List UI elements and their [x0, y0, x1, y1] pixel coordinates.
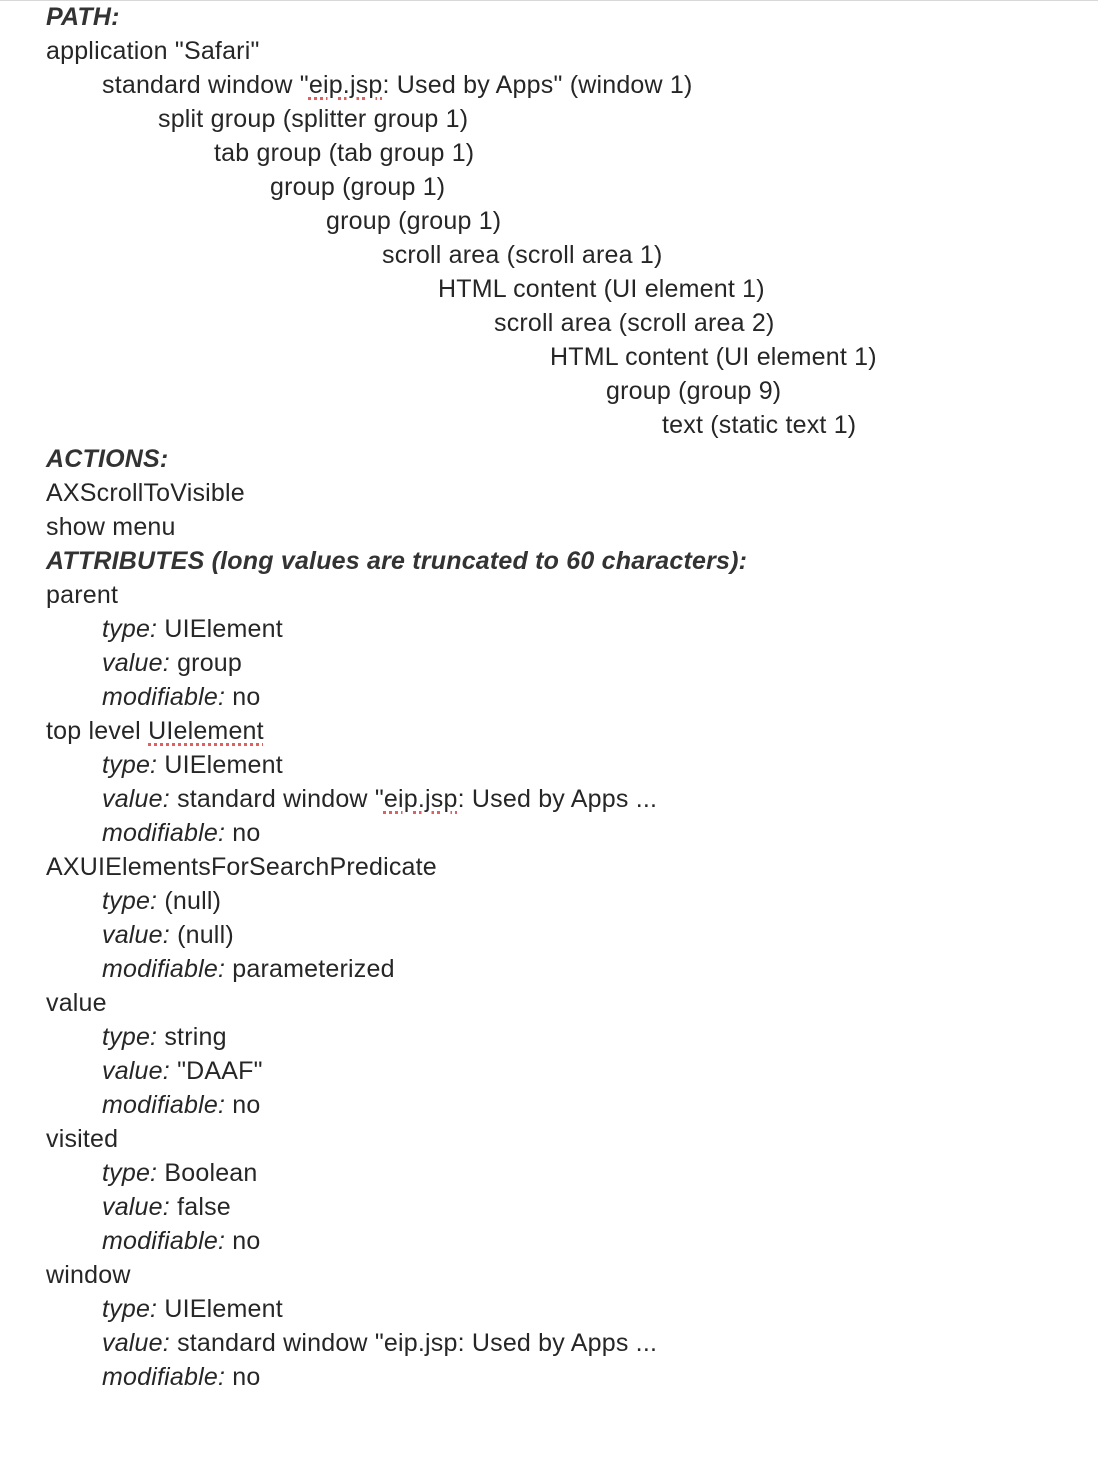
attribute-value-row	[46, 1190, 1086, 1224]
attribute-name: AXUIElementsForSearchPredicate	[46, 853, 437, 881]
attribute-type-row	[46, 884, 1086, 918]
value-label: value:	[102, 1057, 170, 1085]
window-prefix: standard window "	[102, 71, 309, 99]
type-label: type:	[102, 1295, 158, 1323]
attribute-name	[46, 714, 1086, 748]
path-node-group-1-inner: group (group 1)	[326, 207, 502, 235]
path-node-tab-group: tab group (tab group 1)	[214, 139, 475, 167]
modifiable-value: no	[232, 683, 261, 711]
value-value: group	[177, 649, 243, 677]
action-item: show menu	[46, 513, 176, 541]
window-spellcheck-word: eip.jsp	[308, 71, 383, 99]
attribute-modifiable-row	[46, 1088, 1086, 1122]
path-node-scroll-area-1: scroll area (scroll area 1)	[382, 241, 663, 269]
path-node-window	[46, 68, 1086, 102]
type-label: type:	[102, 887, 158, 915]
attributes-heading: ATTRIBUTES (long values are truncated to 60 characters):	[46, 547, 748, 575]
type-value: string	[164, 1023, 227, 1051]
attribute-name-spellcheck-word: UIelement	[148, 717, 264, 745]
modifiable-label: modifiable:	[102, 1363, 226, 1391]
attribute-type-row	[46, 748, 1086, 782]
attribute-name: visited	[46, 1125, 119, 1153]
value-label: value:	[102, 785, 170, 813]
action-item: AXScrollToVisible	[46, 479, 245, 507]
value-suffix: : Used by Apps ...	[457, 785, 658, 813]
attribute-type-row	[46, 1020, 1086, 1054]
value-label: value:	[102, 649, 170, 677]
attribute-modifiable-row	[46, 952, 1086, 986]
type-value: (null)	[164, 887, 222, 915]
type-label: type:	[102, 751, 158, 779]
modifiable-value: parameterized	[232, 955, 395, 983]
type-label: type:	[102, 1159, 158, 1187]
modifiable-value: no	[232, 1091, 261, 1119]
path-node-group-9: group (group 9)	[606, 377, 782, 405]
modifiable-label: modifiable:	[102, 955, 226, 983]
attribute-name-prefix: top level	[46, 717, 149, 745]
attribute-name: parent	[46, 581, 119, 609]
path-node-html-content-2: HTML content (UI element 1)	[550, 343, 877, 371]
attribute-modifiable-row	[46, 1224, 1086, 1258]
attribute-type-row	[46, 612, 1086, 646]
type-value: UIElement	[164, 615, 283, 643]
attribute-name: value	[46, 989, 107, 1017]
attribute-modifiable-row	[46, 1360, 1086, 1394]
path-node-scroll-area-2: scroll area (scroll area 2)	[494, 309, 775, 337]
modifiable-label: modifiable:	[102, 1091, 226, 1119]
attribute-value-row	[46, 782, 1086, 816]
type-label: type:	[102, 615, 158, 643]
path-node-html-content-1: HTML content (UI element 1)	[438, 275, 765, 303]
value-spellcheck-word: eip.jsp	[383, 785, 458, 813]
attribute-value-row	[46, 918, 1086, 952]
attribute-modifiable-row	[46, 816, 1086, 850]
type-value: UIElement	[164, 1295, 283, 1323]
path-node-application: application "Safari"	[46, 37, 260, 65]
value-value: standard window "eip.jsp: Used by Apps ...	[177, 1329, 658, 1357]
value-label: value:	[102, 921, 170, 949]
window-suffix: : Used by Apps" (window 1)	[382, 71, 693, 99]
value-value: (null)	[177, 921, 234, 949]
modifiable-label: modifiable:	[102, 819, 226, 847]
attribute-value-row	[46, 646, 1086, 680]
value-label: value:	[102, 1329, 170, 1357]
accessibility-inspector-document	[46, 0, 1086, 1394]
modifiable-value: no	[232, 819, 261, 847]
modifiable-value: no	[232, 1227, 261, 1255]
attribute-value-row	[46, 1054, 1086, 1088]
modifiable-label: modifiable:	[102, 1227, 226, 1255]
attribute-type-row	[46, 1156, 1086, 1190]
value-value: false	[177, 1193, 231, 1221]
actions-heading: ACTIONS:	[46, 445, 169, 473]
attribute-value-row	[46, 1326, 1086, 1360]
attribute-name: window	[46, 1261, 131, 1289]
modifiable-value: no	[232, 1363, 261, 1391]
value-prefix: standard window "	[177, 785, 384, 813]
path-heading: PATH:	[46, 3, 120, 31]
type-label: type:	[102, 1023, 158, 1051]
type-value: Boolean	[164, 1159, 258, 1187]
path-node-group-1: group (group 1)	[270, 173, 446, 201]
attribute-type-row	[46, 1292, 1086, 1326]
type-value: UIElement	[164, 751, 283, 779]
path-node-split-group: split group (splitter group 1)	[158, 105, 469, 133]
value-value: "DAAF"	[177, 1057, 263, 1085]
value-label: value:	[102, 1193, 170, 1221]
attribute-modifiable-row	[46, 680, 1086, 714]
path-node-static-text: text (static text 1)	[662, 411, 857, 439]
modifiable-label: modifiable:	[102, 683, 226, 711]
